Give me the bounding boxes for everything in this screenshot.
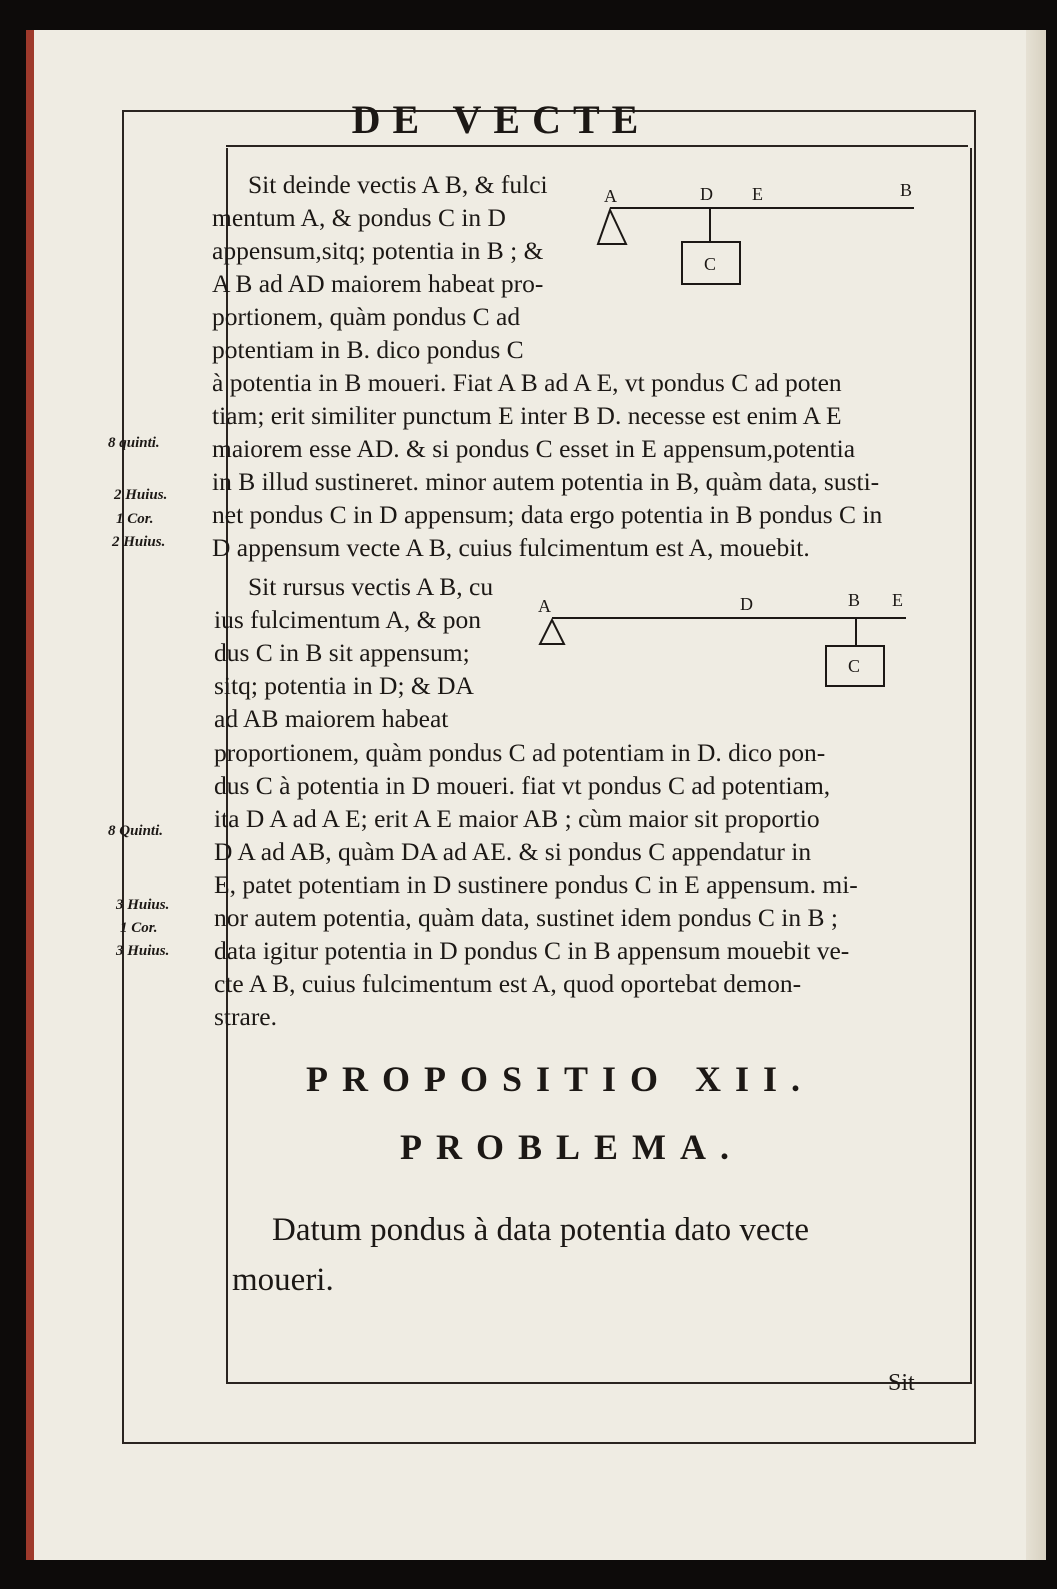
p2-line-1: Sit rursus vectis A B, cu: [248, 572, 494, 601]
lever-diagram-1: [596, 180, 926, 290]
p2-line-9: D A ad AB, quàm DA ad AE. & si pondus C appendatur in: [214, 837, 812, 866]
p2-line-12: data igitur potentia in D pondus C in B appensum mouebit ve-: [214, 936, 850, 965]
catchword: Sit: [888, 1370, 915, 1396]
p1-line-2: mentum A, & pondus C in D: [212, 203, 506, 232]
margin-note-1-cor: 1 Cor.: [116, 511, 154, 527]
p2-line-8: ita D A ad A E; erit A E maior AB ; cùm maior sit proportio: [214, 804, 820, 833]
p2-line-4: sitq; potentia in D; & DA: [214, 671, 474, 700]
p1-line-3: appensum,sitq; potentia in B ; &: [212, 236, 544, 265]
p1-line-4: A B ad AD maiorem habeat pro-: [212, 269, 544, 298]
p2-line-6: proportionem, quàm pondus C ad potentiam in D. dico pon-: [214, 738, 826, 767]
label-a: A: [538, 596, 551, 616]
margin-note-8-quinti: 8 quinti.: [108, 435, 160, 451]
p1-line-10: in B illud sustineret. minor autem potentia in B, quàm data, susti-: [212, 467, 880, 496]
margin-note-2-huius-b: 2 Huius.: [112, 534, 166, 550]
problem-title: PROBLEMA.: [400, 1127, 744, 1167]
margin-note-2-huius: 2 Huius.: [114, 487, 168, 503]
label-e: E: [752, 184, 763, 204]
p2-line-3: dus C in B sit appensum;: [214, 638, 470, 667]
p2-line-14: strare.: [214, 1002, 278, 1031]
margin-note-1-cor-b: 1 Cor.: [120, 920, 158, 936]
p2-line-11: nor autem potentia, quàm data, sustinet idem pondus C in B ;: [214, 903, 838, 932]
p1-line-7: à potentia in B moueri. Fiat A B ad A E, vt pondus C ad poten: [212, 368, 842, 397]
label-b: B: [900, 180, 913, 200]
page-header: DE VECTE: [351, 97, 651, 142]
p2-line-7: dus C à potentia in D moueri. fiat vt pondus C ad potentiam,: [214, 771, 831, 800]
fulcrum-triangle: [540, 620, 564, 644]
p2-line-10: E, patet potentiam in D sustinere pondus C in E appensum. mi-: [214, 870, 858, 899]
proposition-statement-2: moueri.: [232, 1262, 334, 1298]
p1-line-11: net pondus C in D appensum; data ergo potentia in B pondus C in: [212, 500, 883, 529]
p1-line-6: potentiam in B. dico pondus C: [212, 335, 524, 364]
p1-line-5: portionem, quàm pondus C ad: [212, 302, 521, 331]
margin-note-3-huius-b: 3 Huius.: [116, 943, 170, 959]
label-e: E: [892, 590, 903, 610]
label-d: D: [700, 184, 713, 204]
proposition-title: PROPOSITIO XII.: [306, 1059, 815, 1099]
label-c: C: [848, 656, 861, 676]
p1-line-8: tiam; erit similiter punctum E inter B D. necesse est enim A E: [212, 401, 842, 430]
header-rule: [226, 145, 968, 147]
p1-line-12: D appensum vecte A B, cuius fulcimentum est A, mouebit.: [212, 533, 810, 562]
proposition-statement-1: Datum pondus à data potentia dato vecte: [272, 1212, 809, 1248]
page-edge: [1026, 30, 1046, 1560]
margin-note-8-quinti-b: 8 Quinti.: [108, 823, 164, 839]
label-a: A: [604, 186, 617, 206]
p2-line-13: cte A B, cuius fulcimentum est A, quod oportebat demon-: [214, 969, 802, 998]
label-c: C: [704, 254, 717, 274]
p1-line-1: Sit deinde vectis A B, & fulci: [248, 170, 548, 199]
margin-note-3-huius: 3 Huius.: [116, 897, 170, 913]
p1-line-9: maiorem esse AD. & si pondus C esset in E appensum,potentia: [212, 434, 856, 463]
p2-line-5: ad AB maiorem habeat: [214, 704, 449, 733]
label-d: D: [740, 594, 753, 614]
lever-diagram-2: [530, 590, 920, 690]
label-b: B: [848, 590, 861, 610]
fulcrum-triangle: [598, 210, 626, 244]
p2-line-2: ius fulcimentum A, & pon: [214, 605, 482, 634]
